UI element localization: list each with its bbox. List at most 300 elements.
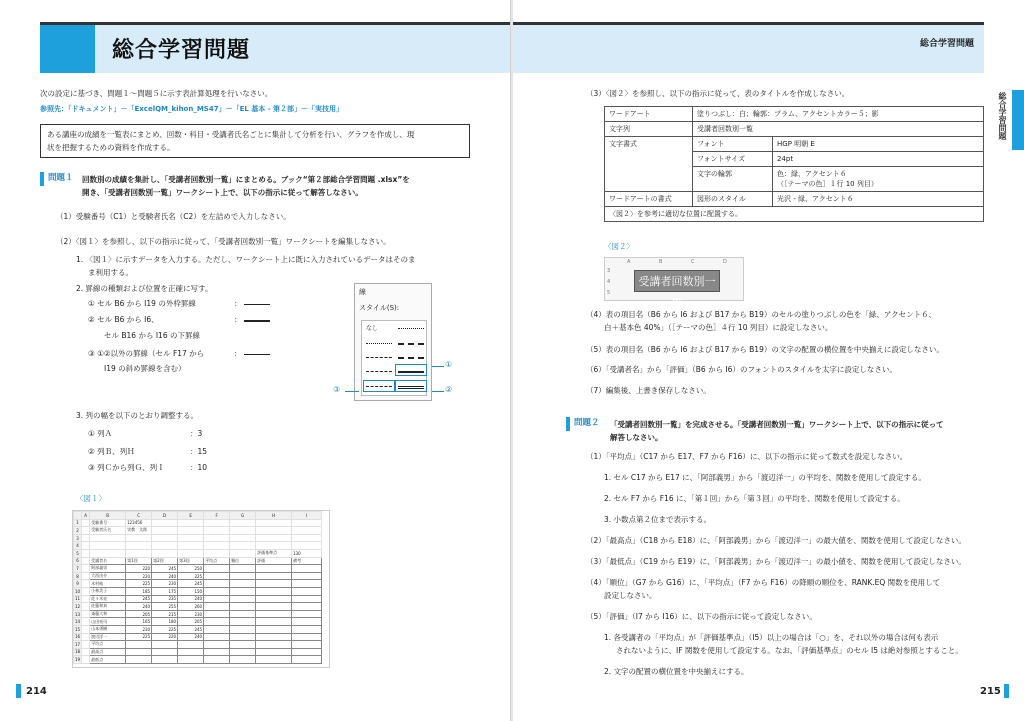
sheet-cell (292, 648, 322, 656)
sheet-column-header: G (230, 512, 256, 520)
sheet-cell: 受講者名 (90, 557, 126, 565)
sheet-cell (256, 565, 292, 573)
sheet-cell (230, 618, 256, 626)
sheet-column-header: B (90, 512, 126, 520)
border-item-3-a: ③ ①②以外の罫線（セル F17 から (88, 349, 205, 358)
sheet-cell: 185 (126, 587, 152, 595)
sheet-cell (82, 572, 90, 580)
sheet-cell (204, 656, 230, 664)
sheet-cell (292, 625, 322, 633)
cell: ワードアート (605, 107, 693, 122)
sheet-cell (204, 633, 230, 641)
step-2: （2）〈図１〉を参照し、以下の指示に従って、「受講者回数別一覧」ワークシートを編集しなさい。 (56, 237, 391, 246)
sheet-cell (178, 519, 204, 527)
cell: 文字列 (605, 122, 693, 137)
sheet-cell (230, 565, 256, 573)
sheet-cell (152, 542, 178, 550)
sheet-cell (204, 641, 230, 649)
question-marker (40, 172, 44, 186)
sheet-cell (178, 534, 204, 542)
sheet-cell: 215 (152, 610, 178, 618)
line-style-option[interactable] (366, 371, 392, 372)
cell: ワードアートの書式 (605, 192, 693, 207)
sheet-cell (204, 648, 230, 656)
step-4-b: 白＋基本色 40%」（［テーマの色］４行 10 列目）に設定しなさい。 (604, 323, 833, 332)
sheet-cell: 205 (126, 610, 152, 618)
cell: 受講者回数別一覧 (693, 122, 984, 137)
sheet-cell (256, 580, 292, 588)
sheet-column-header: E (178, 512, 204, 520)
sheet-row (74, 603, 322, 611)
sheet-row-header: 11 (75, 596, 81, 602)
sheet-cell: 220 (152, 633, 178, 641)
sheet-cell (204, 610, 230, 618)
line-style-option[interactable] (398, 357, 424, 359)
sheet-cell (82, 625, 90, 633)
sheet-cell (256, 648, 292, 656)
sheet-cell: 評価 (256, 557, 292, 565)
sheet-row-header: 7 (74, 565, 82, 573)
step-3: （3）〈図２〉を参照し、以下の指示に従って、表のタイトルを作成しなさい。 (586, 89, 850, 98)
sheet-cell: 最低点 (90, 656, 126, 664)
cell: フォント (693, 137, 773, 152)
spreadsheet-figure (72, 510, 330, 668)
part-2: （2）「最高点」（C18 から E18）に、「阿部義男」から「渡辺洋一」の最大値を、関数を使用して設定しなさい。 (586, 536, 966, 545)
sheet-cell (178, 542, 204, 550)
sheet-cell (256, 527, 292, 535)
sheet-row-header: 5 (74, 549, 82, 557)
sheet-cell (256, 641, 292, 649)
sheet-cell (82, 527, 90, 535)
sheet-cell: 実教 太郎 (126, 527, 152, 535)
sheet-cell (152, 656, 178, 664)
sheet-cell: 165 (126, 618, 152, 626)
thin-line-sample (244, 304, 270, 305)
sheet-cell: 220 (126, 572, 152, 580)
width-value-2: ：15 (190, 447, 208, 456)
sheet-row-header: 8 (74, 572, 82, 580)
cell: 〈図２〉を参考に適切な位置に配置する。 (605, 207, 984, 222)
question-2-label: 問題２ (574, 418, 600, 428)
page-number-marker (1004, 684, 1009, 698)
sheet-cell: 木村純 (90, 580, 126, 588)
sheet-cell (292, 519, 322, 527)
sheet-row-header: 4 (74, 542, 82, 550)
sheet-row (74, 633, 322, 641)
sheet-cell: 180 (152, 618, 178, 626)
sheet-cell (152, 534, 178, 542)
sheet-cell (292, 580, 322, 588)
page-number: 214 (26, 686, 47, 697)
sheet-cell (204, 625, 230, 633)
sheet-cell (292, 641, 322, 649)
sheet-cell (90, 542, 126, 550)
callout-2: ② (445, 385, 453, 394)
sheet-cell (204, 549, 230, 557)
sheet-cell (178, 656, 204, 664)
callout-3: ③ (333, 385, 341, 394)
sheet-cell (204, 603, 230, 611)
cell: 文字書式 (605, 137, 693, 192)
dialog-title: 線 (359, 288, 366, 296)
part-1-2: 2. セル F7 から F16 に、「第１回」から「第３回」の平均を、関数を使用して設定する。 (604, 494, 905, 503)
step-2-1-b: ま利用する。 (88, 268, 133, 277)
sheet-cell (126, 648, 152, 656)
sheet-row-header: 18 (75, 649, 81, 655)
cell: フォントサイズ (693, 152, 773, 167)
sheet-cell (152, 527, 178, 535)
sheet-cell (292, 618, 322, 626)
line-style-option[interactable] (398, 343, 424, 345)
step-6: （6）「受講者名」から「評価」（B6 から I6）のフォントのスタイルを太字に設定しなさい。 (586, 365, 897, 374)
width-value-1: ：3 (190, 429, 203, 438)
part-4-b: 設定しなさい。 (604, 591, 657, 600)
sheet-cell (256, 610, 292, 618)
sheet-cell (292, 656, 322, 664)
sheet-row-header: 10 (75, 588, 81, 594)
part-5-1-a: 1. 各受講者の「平均点」が「評価基準点」（I5）以上の場合は「○」を、それ以外の場合は何も表示 (604, 633, 939, 642)
sheet-cell (230, 625, 256, 633)
sheet-cell: 山田亮司 (90, 618, 126, 626)
sheet-cell: 第1回 (126, 557, 152, 565)
line-style-option[interactable] (366, 343, 392, 344)
figure-2-column-header: D (723, 259, 727, 265)
sheet-row (74, 549, 322, 557)
part-4-a: （4）「順位」（G7 から G16）に、「平均点」（F7 から F16）の降順の順位を、RANK.EQ 関数を使用して (586, 578, 941, 587)
sheet-row (74, 519, 322, 527)
sheet-cell (204, 542, 230, 550)
sheet-cell (292, 595, 322, 603)
sheet-cell (82, 542, 90, 550)
sheet-cell (292, 633, 322, 641)
sheet-cell (256, 595, 292, 603)
sheet-cell (204, 527, 230, 535)
sheet-cell (292, 603, 322, 611)
sheet-row-header: 19 (75, 657, 81, 663)
sheet-cell (256, 656, 292, 664)
question-marker (566, 417, 570, 431)
sheet-cell (256, 603, 292, 611)
sheet-cell (256, 519, 292, 527)
sheet-cell: 受験番号 (90, 519, 126, 527)
sheet-cell: 最高点 (90, 648, 126, 656)
step-2-2: 2. 罫線の種類および位置を正確に写す。 (76, 284, 213, 293)
sheet-row-header: 2 (74, 527, 82, 535)
sheet-cell: 順位 (230, 557, 256, 565)
question-2-line-1: 「受講者回数別一覧」を完成させる。「受講者回数別一覧」ワークシート上で、以下の指示に従って (610, 420, 944, 429)
sheet-row-header: 17 (75, 641, 81, 647)
title-band (40, 25, 510, 73)
sheet-row-header: 15 (75, 626, 81, 632)
sheet-row-header: 13 (75, 611, 81, 617)
cell: 24pt (773, 152, 984, 167)
sheet-cell: 第2回 (152, 557, 178, 565)
highlight-2 (395, 380, 427, 392)
cell: 図形のスタイル (693, 192, 773, 207)
sheet-cell (152, 648, 178, 656)
sheet-row-header: 6 (74, 557, 82, 565)
part-5: （5）「評価」（I7 から I16）に、以下の指示に従って設定しなさい。 (586, 612, 817, 621)
sheet-cell (256, 625, 292, 633)
sheet-cell: 260 (178, 603, 204, 611)
sheet-cell: 渡辺洋一 (90, 633, 126, 641)
sheet-cell (230, 542, 256, 550)
cell-line: （［テーマの色］１行 10 列目） (777, 180, 878, 188)
sheet-cell (292, 565, 322, 573)
sheet-cell (230, 549, 256, 557)
thin-line-sample (244, 354, 270, 355)
dialog-style-label: スタイル(S): (359, 304, 400, 312)
sheet-cell (230, 648, 256, 656)
sheet-cell (256, 542, 292, 550)
running-header: 総合学習問題 (919, 39, 974, 49)
question-1-line-1: 回数別の成績を集計し、「受講者回数別一覧」にまとめる。ブック“第２部総合学習問題 .xlsx”を (82, 175, 410, 184)
sheet-cell: 240 (178, 633, 204, 641)
width-item-2: ② 列Ｂ、列Ｈ (88, 447, 135, 456)
sheet-row-header: 1 (74, 519, 82, 527)
callout-1: ① (445, 360, 453, 369)
sheet-cell (230, 580, 256, 588)
sheet-row (74, 534, 322, 542)
spreadsheet-table (73, 511, 322, 664)
sheet-row-header: 9 (74, 580, 82, 588)
sheet-cell (256, 633, 292, 641)
side-label: 総合学習問題 (998, 92, 1007, 140)
thick-line-sample (244, 320, 270, 322)
sheet-cell (230, 610, 256, 618)
page-title: 総合学習問題 (112, 38, 251, 63)
sheet-cell: 240 (126, 603, 152, 611)
arrow-3 (345, 391, 359, 392)
sheet-cell (256, 618, 292, 626)
sheet-cell (230, 595, 256, 603)
style-none[interactable]: なし (366, 325, 379, 332)
sheet-cell: 阿部義男 (90, 565, 126, 573)
sheet-cell (292, 587, 322, 595)
highlight-3 (363, 380, 395, 392)
sheet-cell: 佐々木亮 (90, 595, 126, 603)
wordart-title: 受講者回数別一覧 (634, 270, 720, 292)
figure-2-row-header: 3 (607, 268, 611, 274)
width-item-1: ① 列Ａ (88, 429, 113, 438)
sheet-cell: 240 (178, 595, 204, 603)
sheet-column-header: I (292, 512, 322, 520)
sheet-cell (204, 580, 230, 588)
sheet-cell: 評価基準点 (256, 549, 292, 557)
sheet-cell (230, 656, 256, 664)
sheet-column-header: H (256, 512, 292, 520)
sheet-row (74, 656, 322, 664)
cell-line: 色：緑、アクセント６ (777, 170, 847, 178)
sheet-cell: 245 (178, 625, 204, 633)
line-style-dialog (354, 283, 432, 401)
sheet-cell (90, 534, 126, 542)
sheet-cell (178, 549, 204, 557)
sheet-cell: 230 (152, 580, 178, 588)
figure-2-row-header: 5 (607, 290, 611, 296)
sheet-cell: 123456 (126, 519, 152, 527)
cell: 文字の輪郭 (693, 167, 773, 192)
part-1-3: 3. 小数点第２位まで表示する。 (604, 515, 712, 524)
sheet-cell: 佐藤和真 (90, 603, 126, 611)
intro-text: 次の設定に基づき、問題１～問題５に示す表計算処理を行いなさい。 (40, 89, 273, 98)
sheet-cell (178, 641, 204, 649)
sheet-cell (152, 641, 178, 649)
sheet-cell: 235 (152, 595, 178, 603)
cell: 塗りつぶし：白；輪郭：プラム、アクセントカラー５；影 (693, 107, 984, 122)
side-tab (1012, 90, 1024, 150)
sheet-cell (230, 603, 256, 611)
sheet-cell: 130 (292, 549, 322, 557)
part-5-1-b: されないように、IF 関数を使用して設定する。なお、「評価基準点」のセル I5 は絶対参照とすること。 (616, 646, 963, 655)
sheet-row-header: 16 (75, 634, 81, 640)
sheet-cell (230, 641, 256, 649)
sheet-cell (256, 572, 292, 580)
left-page (0, 0, 511, 721)
sheet-row-header: 14 (75, 619, 81, 625)
sheet-cell (82, 587, 90, 595)
figure-1-caption: 〈図１〉 (76, 494, 106, 503)
sheet-cell (82, 519, 90, 527)
sheet-row-header: 3 (74, 534, 82, 542)
step-1: （1）受験番号（C1）と受験者氏名（C2）を左詰めで入力しなさい。 (56, 212, 291, 221)
step-7: （7）編集後、上書き保存しなさい。 (586, 386, 711, 395)
sheet-cell: 受験者氏名 (90, 527, 126, 535)
sheet-cell (82, 603, 90, 611)
sheet-cell (82, 534, 90, 542)
sheet-row (74, 625, 322, 633)
title-accent (40, 25, 95, 73)
cell: HGP 明朝 E (773, 137, 984, 152)
sheet-row (74, 595, 322, 603)
line-style-option[interactable] (366, 357, 392, 358)
sheet-cell (204, 618, 230, 626)
sheet-cell: 240 (152, 572, 178, 580)
sheet-row (74, 557, 322, 565)
sheet-cell (178, 527, 204, 535)
sheet-row (74, 580, 322, 588)
scenario-line-2: 状を把握するための資料を作成する。 (47, 143, 175, 152)
question-2-line-2: 解答しなさい。 (610, 433, 663, 442)
sheet-cell: 大西由介 (90, 572, 126, 580)
figure-2-column-header: A (627, 259, 631, 265)
sheet-column-header: A (82, 512, 90, 520)
sheet-cell: 245 (152, 565, 178, 573)
sheet-cell: 山本勇樹 (90, 625, 126, 633)
sheet-cell (256, 587, 292, 595)
highlight-1 (395, 364, 427, 376)
sheet-cell (152, 549, 178, 557)
line-style-option[interactable] (398, 328, 424, 329)
cell (773, 167, 984, 192)
scenario-line-1: ある講座の成績を一覧表にまとめ、回数・科目・受講者氏名ごとに集計して分析を行い、グラフを作成し、現 (47, 130, 415, 139)
figure-2-caption: 〈図２〉 (604, 242, 634, 251)
sheet-row (74, 648, 322, 656)
reference-path: 参照先：「ドキュメント」－「ExcelQM_kihon_MS47」－「EL 基本 - 第２部」－「実技用」 (40, 105, 344, 113)
cell: 光沢 - 緑、アクセント６ (773, 192, 984, 207)
page-number-marker (16, 684, 21, 698)
sheet-cell (82, 595, 90, 603)
sheet-cell (292, 572, 322, 580)
border-item-3-b: I19 の斜め罫線を含む） (104, 364, 186, 373)
sheet-cell (82, 618, 90, 626)
arrow-1 (432, 366, 444, 367)
part-1-1: 1. セル C17 から E17 に、「阿部義男」から「渡辺洋一」の平均を、関数を使用して設定する。 (604, 473, 926, 482)
sheet-cell: 205 (178, 618, 204, 626)
sheet-cell (82, 641, 90, 649)
wordart-spec-table (604, 106, 984, 222)
width-value-3: ：10 (190, 463, 208, 472)
sheet-cell (230, 572, 256, 580)
sheet-cell (204, 595, 230, 603)
sheet-column-header (74, 512, 82, 520)
sheet-cell: 175 (152, 587, 178, 595)
sheet-cell: 225 (152, 625, 178, 633)
sheet-column-header: C (126, 512, 152, 520)
sheet-cell (204, 519, 230, 527)
sheet-cell (82, 610, 90, 618)
sheet-cell (230, 519, 256, 527)
sheet-row (74, 610, 322, 618)
figure-2-row-header: 4 (607, 279, 611, 285)
colon: ： (234, 315, 242, 324)
sheet-cell (292, 527, 322, 535)
sheet-cell (204, 572, 230, 580)
sheet-cell (126, 534, 152, 542)
step-2-1-a: 1. 〈図１〉に示すデータを入力する。ただし、ワークシート上に既に入力されているデータはそのま (76, 255, 416, 264)
page-number: 215 (980, 686, 1001, 697)
sheet-cell (82, 549, 90, 557)
sheet-cell: 225 (126, 580, 152, 588)
sheet-cell (82, 648, 90, 656)
sheet-cell (292, 610, 322, 618)
step-2-3: 3. 列の幅を以下のとおり調整する。 (76, 411, 199, 420)
sheet-row (74, 618, 322, 626)
sheet-cell (230, 587, 256, 595)
sheet-cell: 245 (178, 580, 204, 588)
sheet-cell (126, 549, 152, 557)
sheet-cell (292, 534, 322, 542)
sheet-cell: 250 (178, 565, 204, 573)
sheet-cell (82, 565, 90, 573)
sheet-cell (82, 557, 90, 565)
sheet-cell: 平均点 (204, 557, 230, 565)
sheet-row (74, 641, 322, 649)
border-item-2-b: セル B16 から I16 の下罫線 (104, 331, 200, 340)
line-style-list[interactable] (361, 320, 427, 396)
step-5: （5）表の項目名（B6 から I6 および B17 から B19）の文字の配置の横位置を中央揃えに設定しなさい。 (586, 345, 944, 354)
sheet-cell: 備考 (292, 557, 322, 565)
scenario-box (40, 124, 470, 158)
sheet-cell (82, 580, 90, 588)
sheet-row (74, 587, 322, 595)
sheet-cell (178, 648, 204, 656)
question-1-line-2: 開き、「受講者回数別一覧」ワークシート上で、以下の指示に従って解答しなさい。 (82, 188, 363, 197)
part-3: （3）「最低点」（C19 から E19）に、「阿部義男」から「渡辺洋一」の最小値を、関数を使用して設定しなさい。 (586, 557, 966, 566)
sheet-cell (82, 656, 90, 664)
sheet-row (74, 572, 322, 580)
sheet-cell (204, 534, 230, 542)
sheet-cell (126, 542, 152, 550)
sheet-row (74, 565, 322, 573)
sheet-cell (152, 519, 178, 527)
border-item-2-a: ② セル B6 から I6、 (88, 315, 159, 324)
sheet-cell (90, 549, 126, 557)
sheet-cell: 245 (126, 595, 152, 603)
sheet-cell: 小林美子 (90, 587, 126, 595)
sheet-cell: 255 (152, 603, 178, 611)
sheet-row (74, 527, 322, 535)
